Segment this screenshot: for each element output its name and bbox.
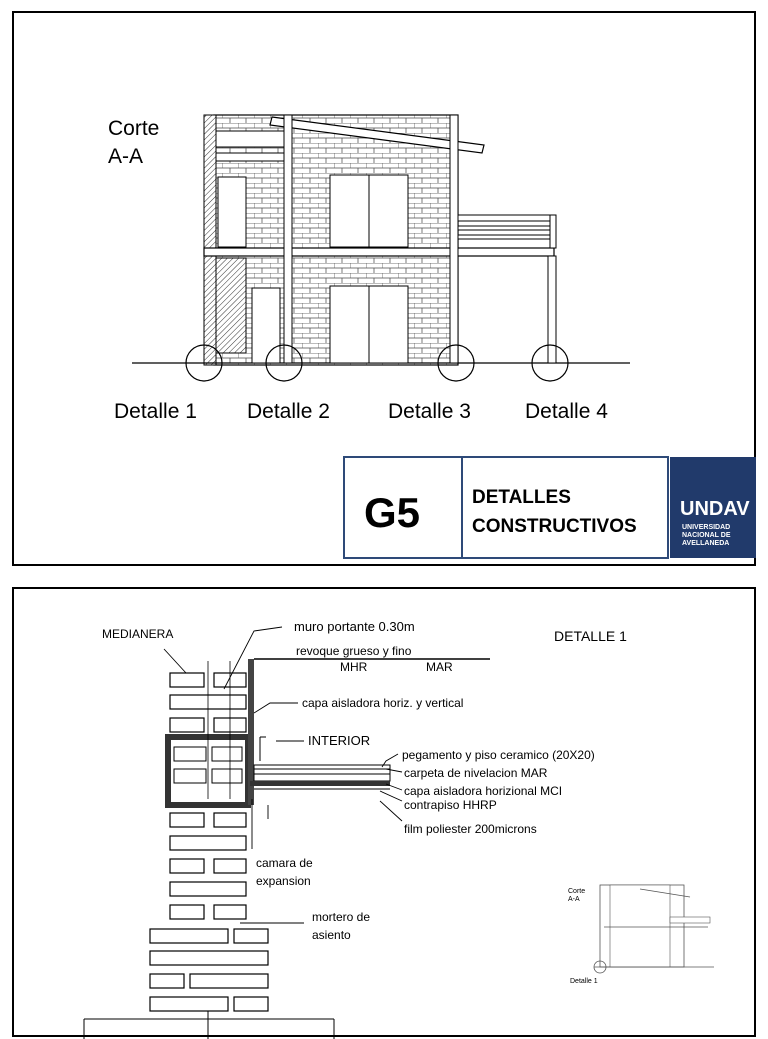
detail-label-3: Detalle 3 — [388, 400, 471, 423]
brick — [212, 769, 242, 783]
title-code: G5 — [364, 489, 421, 536]
label-capa-aisladora: capa aisladora horiz. y vertical — [302, 696, 464, 710]
label-mortero-2: asiento — [312, 928, 351, 942]
thumb-corte-1: Corte — [568, 888, 586, 895]
detail-panel — [12, 587, 756, 1037]
thumb-detalle: Detalle 1 — [570, 978, 598, 985]
detail-drawing — [14, 589, 758, 1039]
label-muro: muro portante 0.30m — [294, 619, 415, 634]
section-label-line2: A-A — [108, 145, 144, 168]
label-carpeta: carpeta de nivelacion MAR — [404, 766, 548, 780]
label-pegamento: pegamento y piso ceramico (20X20) — [402, 748, 595, 762]
balcony-post — [550, 215, 556, 248]
brick — [174, 747, 206, 761]
section-label-line1: Corte — [108, 117, 160, 140]
column — [450, 115, 458, 363]
column — [284, 115, 292, 363]
door-lower-left — [252, 288, 280, 363]
balcony-railing — [458, 215, 554, 221]
detail-label-2: Detalle 2 — [247, 400, 330, 423]
logo-sub-1: UNIVERSIDAD — [682, 524, 731, 531]
label-medianera: MEDIANERA — [102, 627, 174, 641]
brick — [174, 769, 206, 783]
label-capa-horizontal: capa aisladora horizional MCI — [404, 784, 563, 798]
label-camara-2: expansion — [256, 874, 311, 888]
logo-sub-3: AVELLANEDA — [682, 540, 730, 547]
title-line-2: CONSTRUCTIVOS — [472, 516, 637, 537]
horizontal-insulation — [250, 781, 390, 786]
parapet — [216, 131, 286, 147]
section-panel — [12, 11, 756, 566]
label-mortero-1: mortero de — [312, 910, 371, 924]
stair — [216, 258, 246, 353]
thumb-corte-2: A-A — [568, 896, 580, 903]
balcony-rail — [458, 235, 554, 239]
floor-layers — [254, 765, 390, 781]
column — [548, 256, 556, 363]
parapet-band — [216, 153, 286, 161]
window-upper-left — [218, 177, 246, 247]
title-line-1: DETALLES — [472, 487, 571, 508]
upper-slab — [204, 248, 554, 256]
logo-sub-2: NACIONAL DE — [682, 532, 731, 539]
brick — [212, 747, 242, 761]
logo-text: UNDAV — [680, 498, 750, 520]
label-interior: INTERIOR — [308, 733, 371, 748]
section-thumbnail — [594, 885, 714, 973]
detail-label-1: Detalle 1 — [114, 400, 197, 423]
label-mhr: MHR — [340, 660, 368, 674]
section-drawing — [14, 13, 758, 568]
label-camara-1: camara de — [256, 856, 313, 870]
left-wall-hatched — [204, 115, 216, 365]
label-contrapiso: contrapiso HHRP — [404, 798, 497, 812]
detail-label-4: Detalle 4 — [525, 400, 608, 423]
label-mar: MAR — [426, 660, 453, 674]
label-revoque: revoque grueso y fino — [296, 644, 412, 658]
label-film: film poliester 200microns — [404, 822, 537, 836]
balcony-rail — [458, 226, 554, 230]
detail-title: DETALLE 1 — [554, 628, 627, 644]
